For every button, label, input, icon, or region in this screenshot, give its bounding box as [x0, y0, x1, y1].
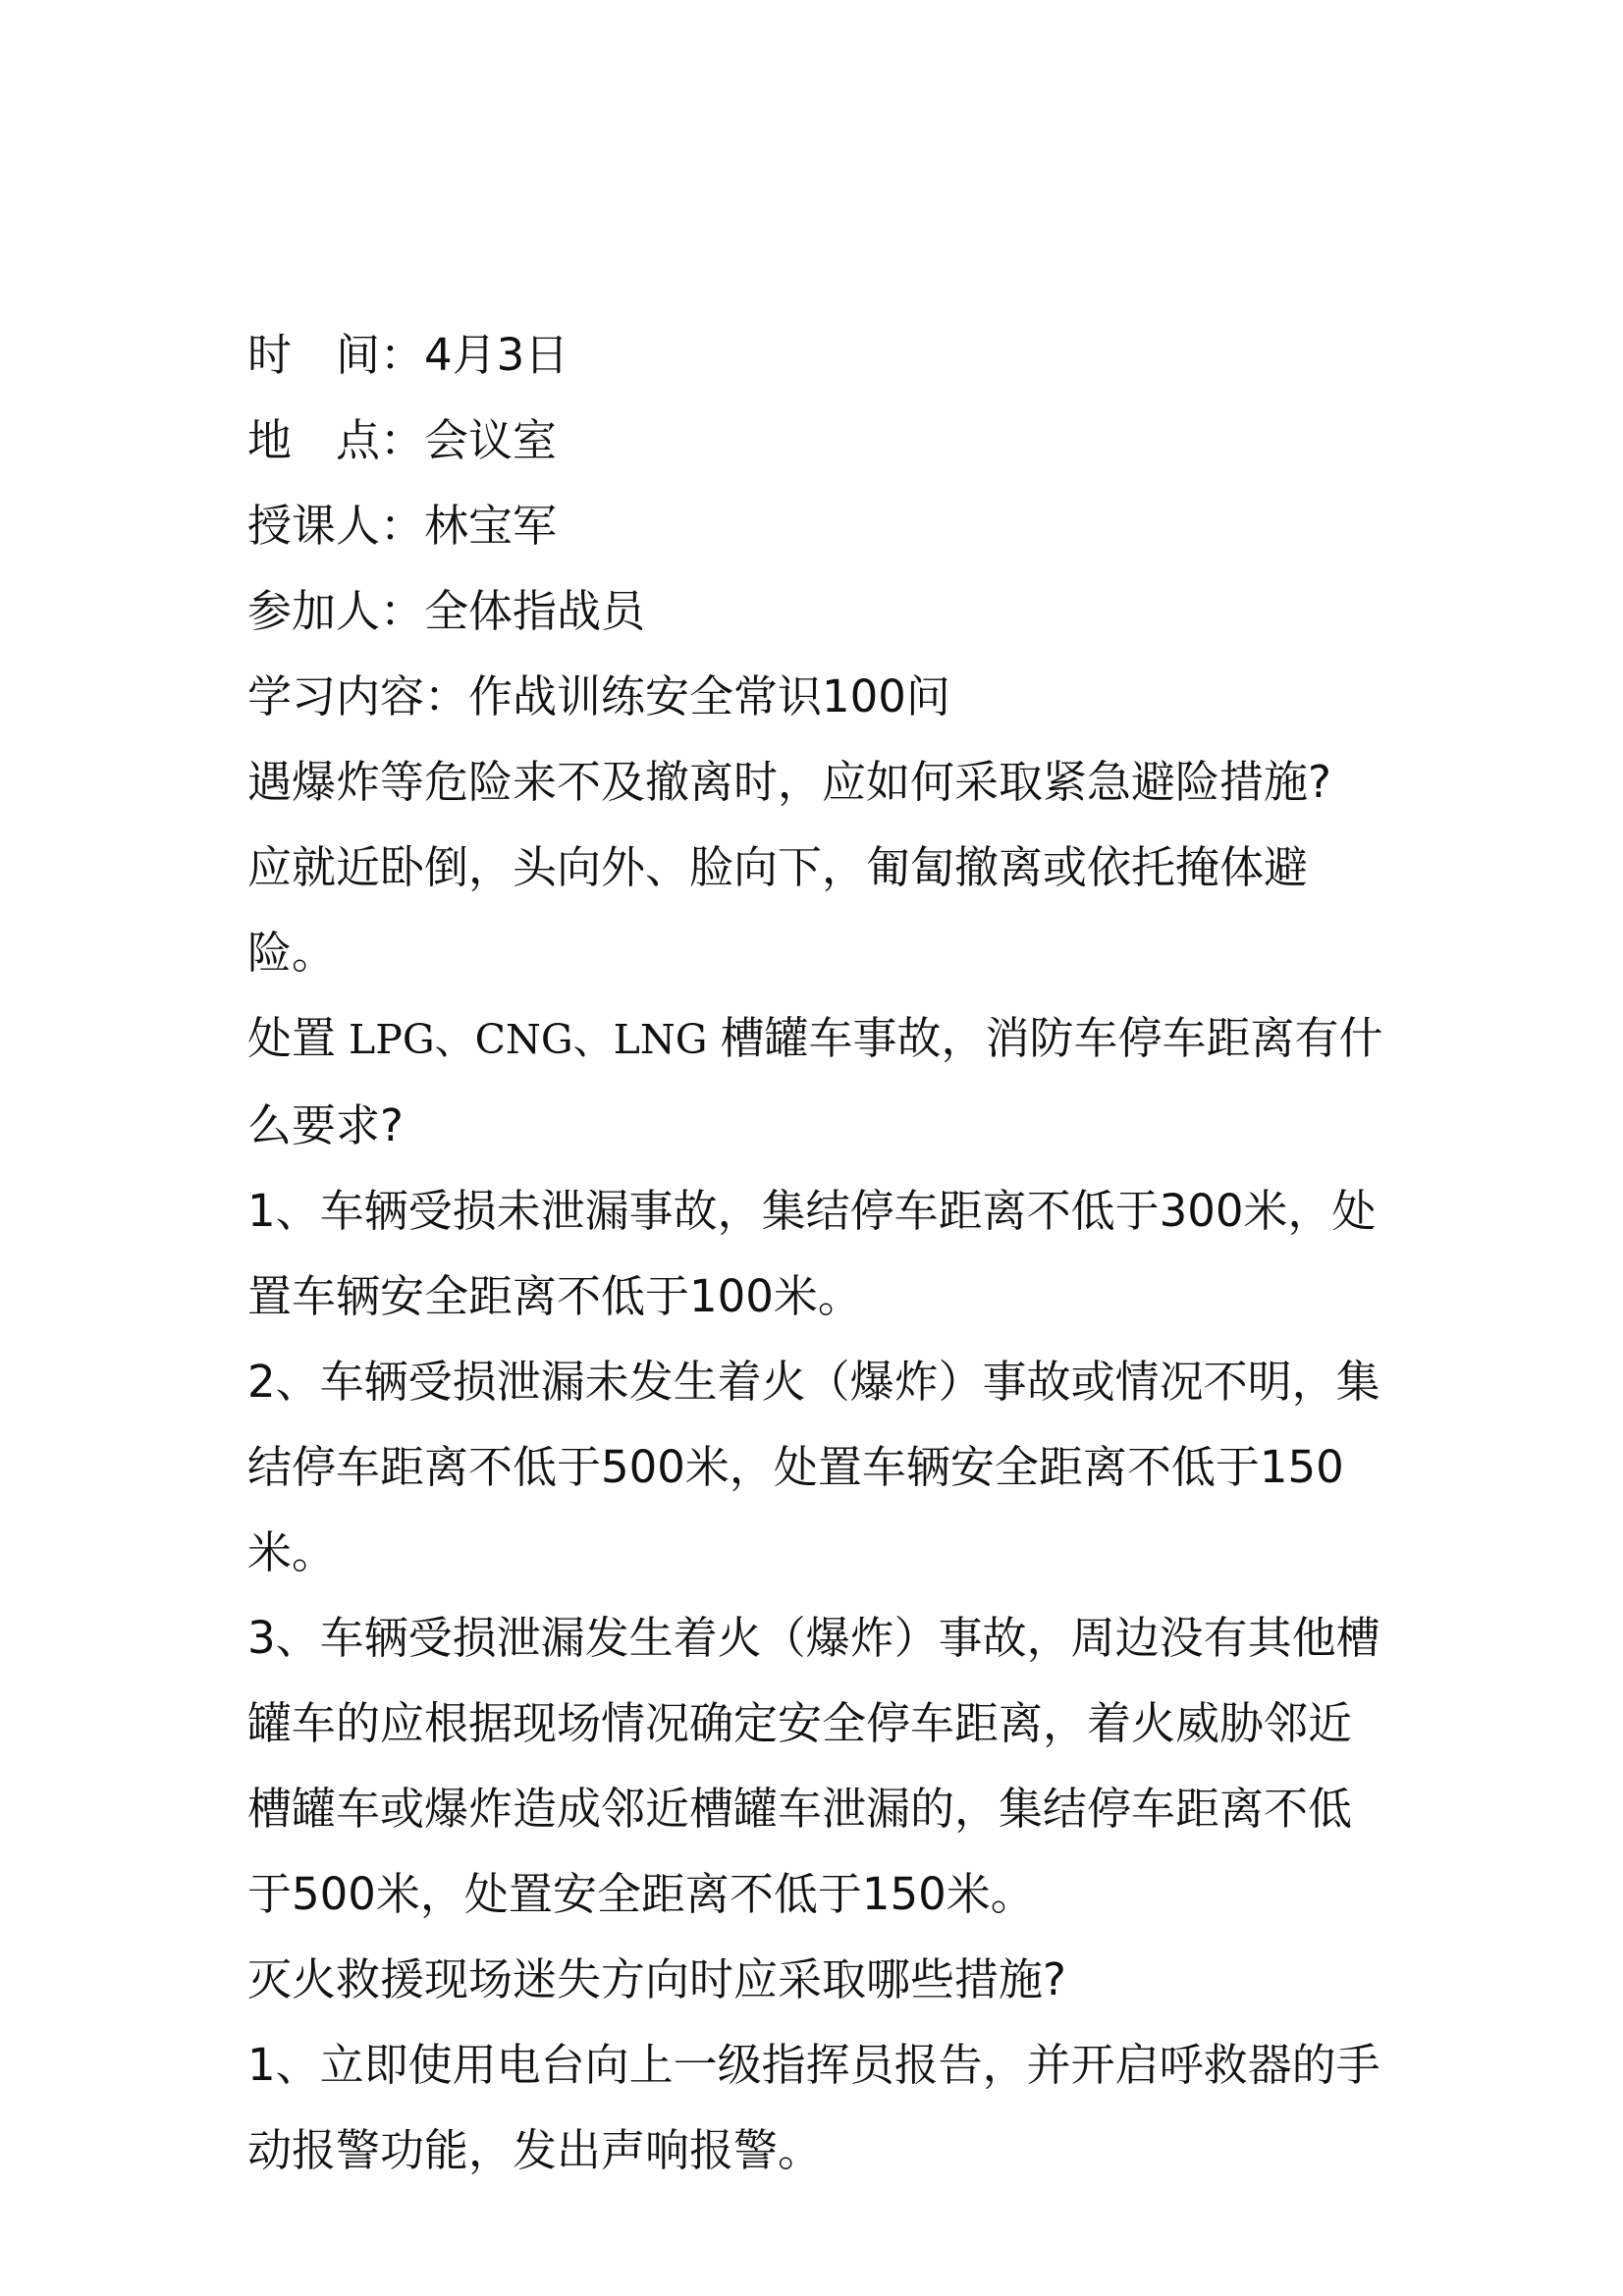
meta-lecturer-value: 林宝军: [424, 500, 558, 552]
meta-time: [247, 312, 1386, 398]
document-body: [247, 312, 1386, 2193]
answer-3-1: 1、立即使用电台向上一级指挥员报告，并开启呼救器的手动报警功能，发出声响报警。: [247, 2039, 1380, 2176]
meta-time-value: 4月3日: [424, 329, 569, 381]
answer-1-1: 应就近卧倒，头向外、脸向下，匍匐撤离或依托掩体避险。: [247, 841, 1309, 979]
meta-lecturer: [247, 483, 1386, 568]
meta-topic: [247, 654, 1386, 739]
answer-2-1: 1、车辆受损未泄漏事故，集结停车距离不低于300米，处置车辆安全距离不低于100米。: [247, 1185, 1377, 1322]
meta-topic-label: 学习内容：: [247, 670, 469, 722]
question-2-prefix: 处置: [247, 1012, 337, 1064]
meta-lecturer-label: 授课人：: [247, 500, 425, 552]
question-2-suffix: 槽罐车事故，消防车停车距离有什么要求?: [247, 1012, 1383, 1151]
question-2-codes: LPG、CNG、LNG: [336, 1016, 721, 1063]
answer-2-2: 2、车辆受损泄漏未发生着火（爆炸）事故或情况不明，集结停车距离不低于500米，处置车辆安全距离不低于150米。: [247, 1356, 1380, 1578]
answer-2-3: 3、车辆受损泄漏发生着火（爆炸）事故，周边没有其他槽罐车的应根据现场情况确定安全停车距离，着火威胁邻近槽罐车或爆炸造成邻近槽罐车泄漏的，集结停车距离不低于500米，处置安全距离不低于150米。: [247, 1612, 1380, 1920]
meta-participants-label: 参加人：: [247, 585, 425, 637]
question-1: 遇爆炸等危险来不及撤离时，应如何采取紧急避险措施?: [247, 756, 1331, 808]
question-3: 灭火救援现场迷失方向时应采取哪些措施?: [247, 1953, 1066, 2005]
meta-place-label: 地 点：: [247, 414, 425, 466]
meta-topic-value: 作战训练安全常识100问: [468, 670, 950, 722]
meta-time-label: 时 间：: [247, 329, 425, 381]
question-2: [247, 995, 1386, 1168]
meta-place-value: 会议室: [424, 414, 558, 466]
meta-participants-value: 全体指战员: [424, 585, 646, 637]
meta-participants: [247, 568, 1386, 654]
meta-place: [247, 398, 1386, 483]
